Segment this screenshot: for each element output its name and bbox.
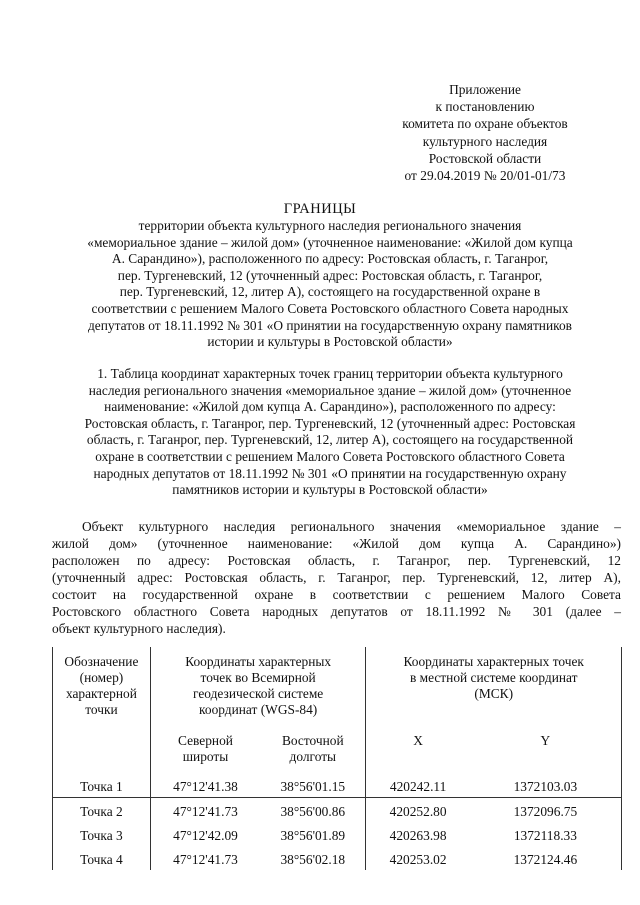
document-title: ГРАНИЦЫ bbox=[283, 201, 357, 217]
appendix-line: от 29.04.2019 № 20/01-01/73 bbox=[404, 168, 566, 184]
section-line: 1. Таблица координат характерных точек границ территории объекта культурного bbox=[97, 366, 563, 381]
section-line: народных депутатов от 18.11.1992 № 301 «О принятии на государственную охрану bbox=[93, 465, 567, 481]
paragraph-line: объект культурного наследия). bbox=[52, 621, 226, 636]
cell-longitude: 38°56'00.86 bbox=[280, 804, 346, 819]
cell-point: Точка 2 bbox=[53, 798, 151, 823]
cell-latitude: 47°12'41.38 bbox=[150, 769, 260, 798]
header-latitude-label: Северной широты bbox=[150, 727, 260, 769]
cell-x: 420263.98 bbox=[366, 822, 470, 846]
cell-y: 1372096.75 bbox=[470, 798, 622, 823]
paragraph-line: расположен по адресу: Ростовская область, г. Таганрог, пер. Тургеневский, 12 bbox=[52, 553, 621, 568]
subtitle-line: пер. Тургеневский, 12, литер А), состоящего на государственной охране в bbox=[119, 284, 541, 300]
appendix-line: Ростовской области bbox=[428, 150, 542, 166]
appendix-line: культурного наследия bbox=[422, 133, 548, 149]
subtitle-line: пер. Тургеневский, 12 (уточненный адрес: Ростовская область, г. Таганрог, bbox=[117, 267, 543, 283]
section-line: памятников истории и культуры в Ростовской области» bbox=[172, 482, 488, 498]
table-row bbox=[53, 769, 622, 798]
appendix-line: Приложение bbox=[449, 82, 521, 97]
table-row bbox=[53, 822, 622, 846]
paragraph-line: Объект культурного наследия регионального значения «мемориальное здание – bbox=[82, 519, 621, 534]
cell-point: Точка 3 bbox=[53, 822, 151, 846]
appendix-line: к постановлению bbox=[435, 99, 535, 115]
section-1-heading bbox=[40, 366, 620, 499]
subtitle-line: А. Сарандино»), расположенного по адресу: Ростовская область, г. Таганрог, bbox=[111, 251, 549, 267]
cell-latitude: 47°12'41.73 bbox=[150, 846, 260, 870]
cell-y: 1372103.03 bbox=[470, 769, 622, 798]
cell-x: 420252.80 bbox=[366, 798, 470, 823]
header-msk-label: Координаты характерных точек в местной системе координат (МСК) bbox=[366, 647, 622, 727]
cell-longitude: 38°56'02.18 bbox=[280, 852, 346, 867]
appendix-block bbox=[340, 81, 630, 184]
cell-point: Точка 4 bbox=[53, 846, 151, 870]
paragraph-line: (уточненный адрес: Ростовская область, г. Таганрог, пер. Тургеневский, 12, литер А), bbox=[52, 570, 621, 585]
subtitle-line: депутатов от 18.11.1992 № 301 «О принятии на государственную охрану памятников bbox=[87, 317, 572, 333]
subtitle-line: территории объекта культурного наследия регионального значения bbox=[138, 218, 522, 233]
header-x-label: X bbox=[366, 727, 470, 769]
header-wgs84-label: Координаты характерных точек во Всемирной геодезической системе координат (WGS-84) bbox=[150, 647, 366, 727]
section-line: Ростовская область, г. Таганрог, пер. Тургеневский, 12 (уточненный адрес: Ростовская bbox=[84, 415, 576, 431]
object-description-paragraph bbox=[52, 518, 621, 637]
cell-point: Точка 1 bbox=[53, 769, 151, 798]
table-header-row bbox=[53, 647, 622, 727]
section-line: область, г. Таганрог, пер. Тургеневский, 12, литер А), состоящего на государственной bbox=[86, 432, 574, 448]
cell-x: 420242.11 bbox=[366, 769, 470, 798]
paragraph-line: состоит на государственной охране в соответствии с решением Малого Совета bbox=[52, 587, 621, 602]
table-row bbox=[53, 846, 622, 870]
coordinates-table bbox=[52, 647, 622, 870]
paragraph-line: жилой дом» (уточненное наименование: «Жилой дом купца А. Сарандино») bbox=[52, 536, 621, 551]
cell-latitude: 47°12'42.09 bbox=[150, 822, 260, 846]
subtitle-line: соответствии с решением Малого Совета Ростовского областного Совета народных bbox=[91, 300, 569, 316]
document-subtitle bbox=[40, 218, 620, 351]
cell-y: 1372118.33 bbox=[470, 822, 622, 846]
cell-longitude: 38°56'01.89 bbox=[280, 828, 346, 843]
subtitle-line: «мемориальное здание – жилой дом» (уточненное наименование: «Жилой дом купца bbox=[87, 234, 573, 250]
table-row bbox=[53, 798, 622, 823]
subtitle-line: истории и культуры в Ростовской области» bbox=[207, 334, 453, 350]
header-y-label: Y bbox=[470, 727, 622, 769]
header-point-label: Обозначение (номер) характерной точки bbox=[53, 647, 151, 769]
cell-latitude: 47°12'41.73 bbox=[150, 798, 260, 823]
cell-longitude: 38°56'01.15 bbox=[260, 769, 366, 798]
section-line: наследия регионального значения «мемориальное здание – жилой дом» (уточненное bbox=[88, 382, 572, 398]
cell-y: 1372124.46 bbox=[470, 846, 622, 870]
section-line: наименование: «Жилой дом купца А. Сарандино»), расположенного по адресу: bbox=[104, 399, 556, 415]
header-longitude-label: Восточной долготы bbox=[281, 733, 344, 764]
section-line: охране в соответствии с решением Малого Совета Ростовского областного Совета bbox=[95, 448, 565, 464]
cell-x: 420253.02 bbox=[366, 846, 470, 870]
paragraph-line: Ростовского областного Совета народных депутатов от 18.11.1992 № 301 (далее – bbox=[52, 604, 621, 619]
appendix-line: комитета по охране объектов bbox=[402, 116, 568, 132]
